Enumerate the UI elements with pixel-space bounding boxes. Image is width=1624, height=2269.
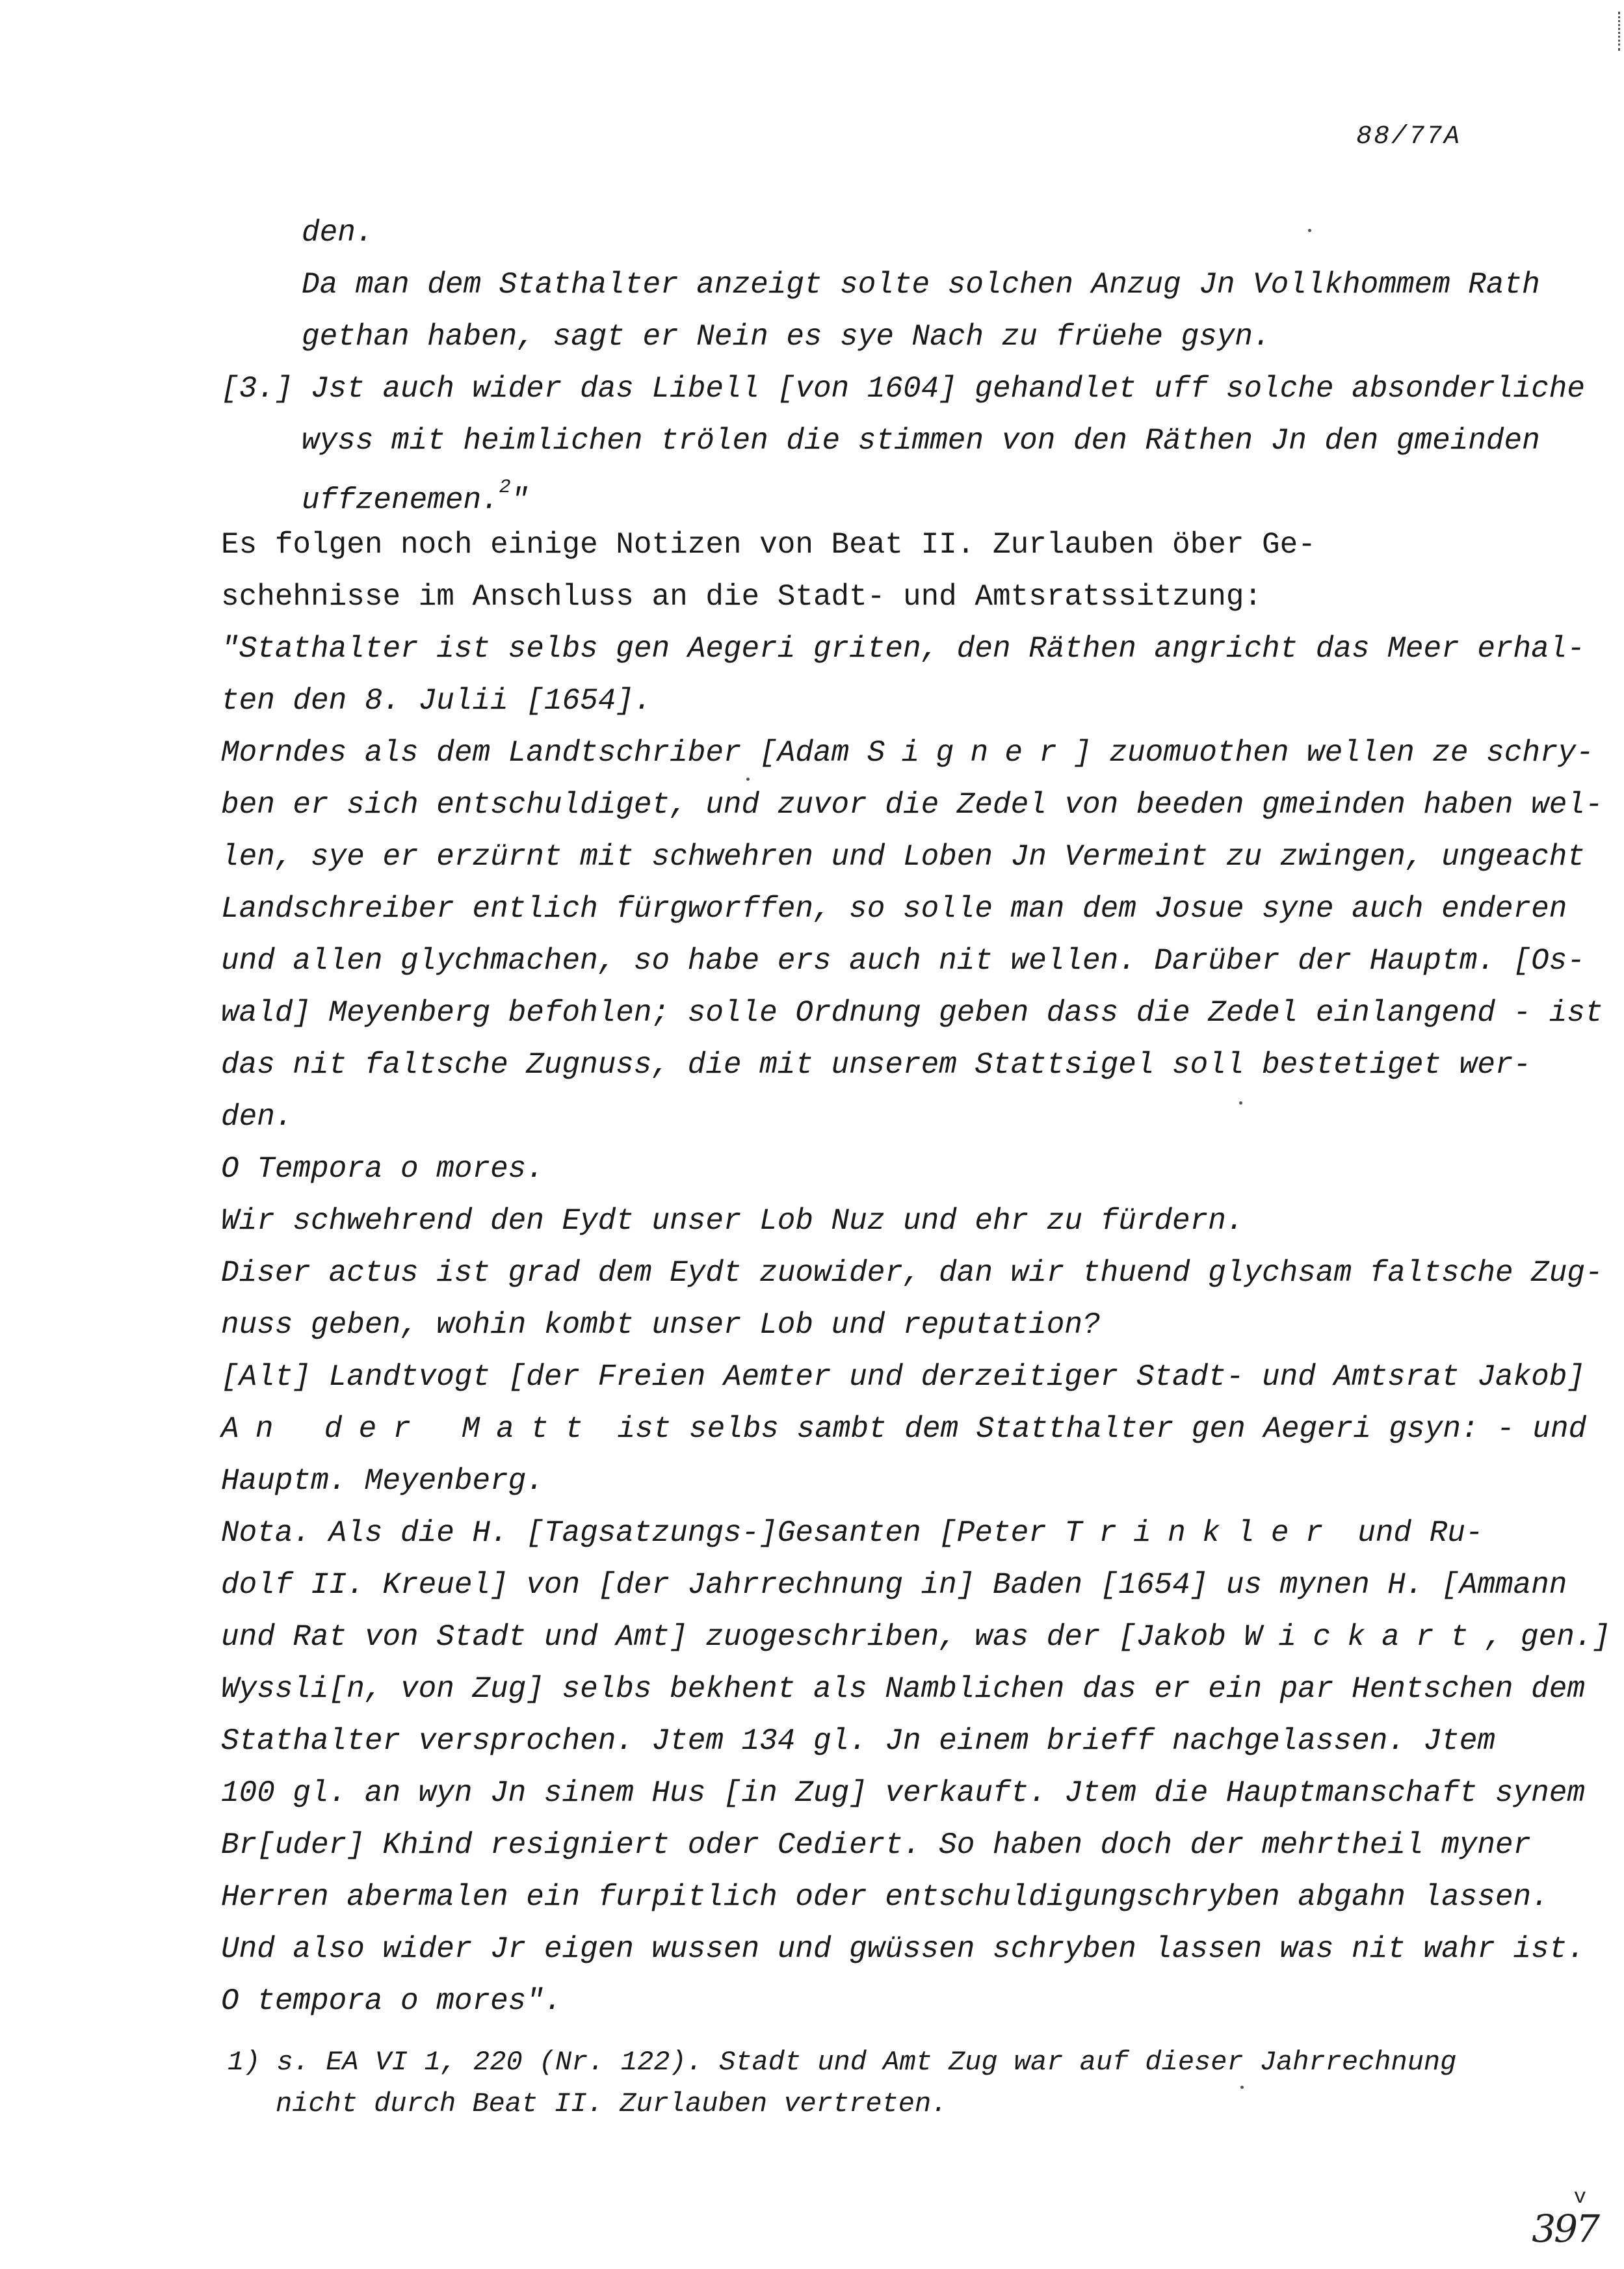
archive-folio-mark: 397	[1532, 2207, 1598, 2251]
text-segment: Morndes als dem Landtschriber [Adam	[221, 736, 867, 770]
text-line: Br[uder] Khind resigniert oder Cediert. So haben doch der mehrtheil myner	[221, 1828, 1532, 1862]
footnote-line: 1) s. EA VI 1, 220 (Nr. 122). Stadt und Amt Zug war auf dieser Jahrrechnung	[228, 2047, 1457, 2078]
text-line: len, sye er erzürnt mit schwehren und Loben Jn Vermeint zu zwingen, ungeacht	[221, 840, 1585, 874]
text-segment: "	[510, 483, 529, 518]
text-line: Wyssli[n, von Zug] selbs bekhent als Namblichen das er ein par Hentschen dem	[221, 1672, 1585, 1706]
editorial-line: Es folgen noch einige Notizen von Beat II. Zurlauben öber Ge-	[221, 528, 1316, 562]
footnote-ref: 2	[499, 477, 511, 499]
text-line: ten den 8. Julii [1654].	[221, 684, 652, 718]
text-line	[221, 1611, 1611, 1663]
spaced-name: Wickart	[1244, 1620, 1485, 1654]
scan-speck	[746, 778, 750, 781]
archive-check-mark: v	[1573, 2185, 1586, 2209]
text-line: Stathalter versprochen. Jtem 134 gl. Jn einem brieff nachgelassen. Jtem	[221, 1724, 1495, 1758]
footnote-line: nicht durch Beat II. Zurlauben vertreten.	[276, 2088, 948, 2119]
text-line: Da man dem Stathalter anzeigt solte solchen Anzug Jn Vollkhommem Rath	[302, 268, 1540, 302]
text-line: Herren abermalen ein furpitlich oder entschuldigungschryben abgahn lassen.	[221, 1880, 1549, 1914]
document-body	[221, 207, 1611, 2027]
text-line	[221, 1403, 1587, 1455]
footnotes	[228, 2041, 1495, 2125]
text-line: Landschreiber entlich fürgworffen, so solle man dem Josue syne auch enderen	[221, 892, 1567, 926]
text-line: wald] Meyenberg befohlen; solle Ordnung geben dass die Zedel einlangend - ist	[221, 996, 1603, 1030]
scan-speck	[1240, 2086, 1244, 2089]
text-segment: ist selbs sambt dem Statthalter gen Aegeri gsyn: - und	[599, 1412, 1587, 1446]
text-line: 100 gl. an wyn Jn sinem Hus [in Zug] verkauft. Jtem die Hauptmanschaft synem	[221, 1776, 1585, 1810]
text-line: und allen glychmachen, so habe ers auch nit wellen. Darüber der Hauptm. [Os-	[221, 944, 1585, 978]
spaced-name: An der Matt	[221, 1412, 599, 1446]
text-line: ben er sich entschuldiget, und zuvor die Zedel von beeden gmeinden haben wel-	[221, 788, 1603, 822]
text-line: den.	[221, 1100, 293, 1134]
text-line: Hauptm. Meyenberg.	[221, 1464, 544, 1498]
text-line: das nit faltsche Zugnuss, die mit unserem Stattsigel soll bestetiget wer-	[221, 1048, 1532, 1082]
scan-speck	[1308, 229, 1311, 232]
scan-edge-marks	[1613, 12, 1620, 51]
text-line: [3.] Jst auch wider das Libell [von 1604] gehandlet uff solche absonderliche	[221, 372, 1585, 406]
text-line: Und also wider Jr eigen wussen und gwüssen schryben lassen was nit wahr ist.	[221, 1932, 1585, 1966]
text-line: dolf II. Kreuel] von [der Jahrrechnung in] Baden [1654] us mynen H. [Ammann	[221, 1568, 1567, 1602]
spaced-name: Trinkler	[1064, 1516, 1340, 1550]
text-segment: und Ru-	[1339, 1516, 1484, 1550]
text-line: nuss geben, wohin kombt unser Lob und reputation?	[221, 1308, 1101, 1342]
text-segment: Nota. Als die H. [Tagsatzungs-]Gesanten [Peter	[221, 1516, 1065, 1550]
text-line: [Alt] Landtvogt [der Freien Aemter und derzeitiger Stadt- und Amtsrat Jakob]	[221, 1360, 1585, 1394]
scan-speck	[1239, 1101, 1242, 1105]
editorial-line: schehnisse im Anschluss an die Stadt- und Amtsratssitzung:	[221, 580, 1263, 614]
text-line: Diser actus ist grad dem Eydt zuowider, dan wir thuend glychsam faltsche Zug-	[221, 1256, 1603, 1290]
text-segment: uffzenemen.	[302, 483, 499, 518]
text-segment: ] zuomuothen wellen ze schry-	[1073, 736, 1594, 770]
text-line: O Tempora o mores.	[221, 1152, 544, 1186]
text-line	[221, 1507, 1489, 1559]
text-line	[221, 467, 1489, 519]
text-line: gethan haben, sagt er Nein es sye Nach zu früehe gsyn.	[302, 320, 1271, 354]
text-line: den.	[302, 216, 374, 250]
text-segment: und Rat von Stadt und Amt] zuogeschriben, was der [Jakob	[221, 1620, 1244, 1654]
text-line	[221, 727, 1594, 779]
text-line: "Stathalter ist selbs gen Aegeri griten, den Räthen angricht das Meer erhal-	[221, 632, 1585, 666]
text-line: Wir schwehrend den Eydt unser Lob Nuz und ehr zu fürdern.	[221, 1204, 1244, 1238]
page-number: 88/77A	[1356, 122, 1461, 151]
text-line: O tempora o mores".	[221, 1984, 562, 2018]
text-line: wyss mit heimlichen trölen die stimmen von den Räthen Jn den gmeinden	[302, 424, 1540, 458]
text-segment: , gen.]	[1484, 1620, 1611, 1654]
spaced-name: Signer	[867, 736, 1074, 770]
